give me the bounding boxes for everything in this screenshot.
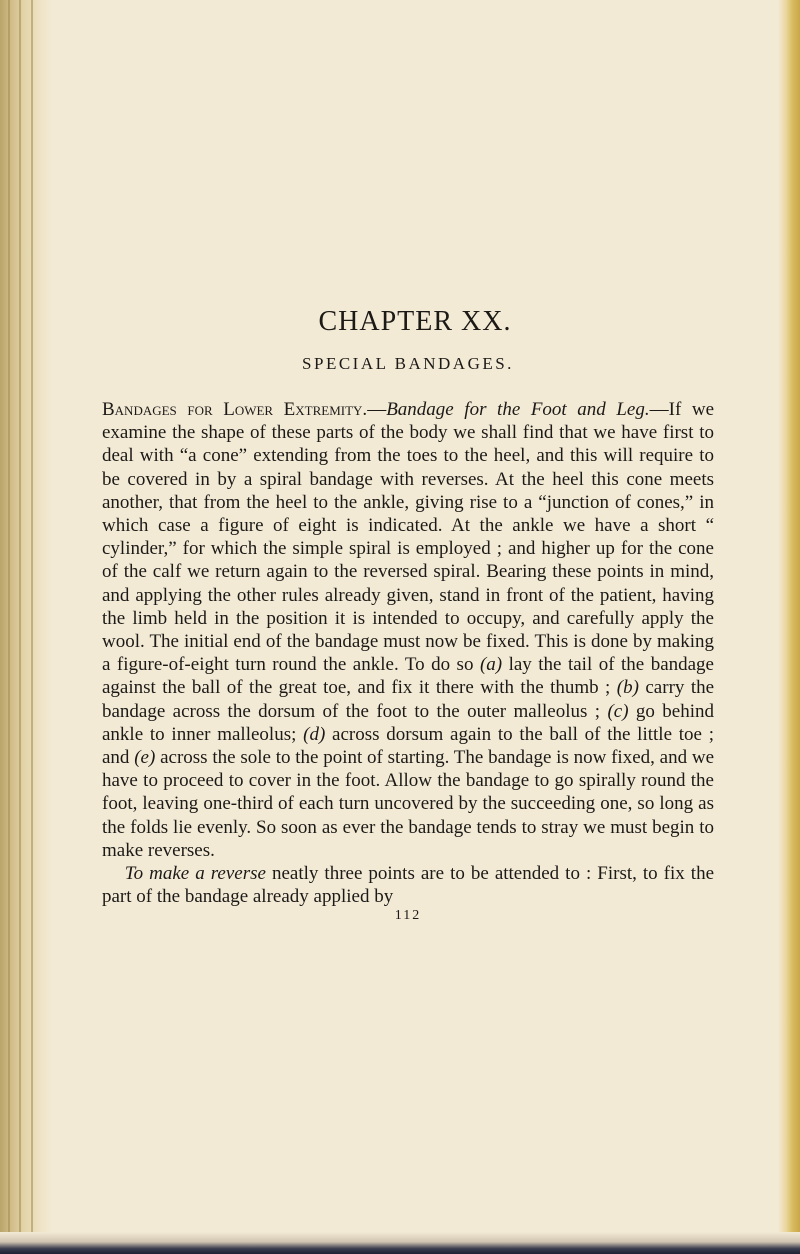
- binding-line: [8, 0, 10, 1254]
- step-label-b: (b): [616, 677, 639, 699]
- page-right-edge: [778, 0, 800, 1254]
- subsection-title: Bandage for the Foot and Leg.: [386, 399, 650, 420]
- binding-line: [31, 0, 33, 1254]
- step-text-b: carry the bandage across the dorsum of the foot to the outer malleolus ;: [102, 677, 715, 722]
- paragraph-text: neatly three points are to be attended to : First, to fix the part of the bandage already applied by: [102, 863, 714, 908]
- page-content: [102, 306, 714, 924]
- page-bottom-edge: [0, 1232, 800, 1254]
- binding-line: [19, 0, 21, 1254]
- section-title: Bandages for Lower Extremity.: [102, 399, 368, 420]
- page-number: 112: [394, 908, 422, 924]
- step-label-e: (e): [134, 747, 156, 769]
- step-label-c: (c): [607, 700, 629, 722]
- step-text-d: across dorsum again to the ball of the little toe ; and: [102, 723, 714, 769]
- step-label-a: (a): [479, 654, 503, 676]
- chapter-subheading: SPECIAL BANDAGES.: [302, 354, 514, 373]
- paragraph-text: —If we examine the shape of these parts of the body we shall find that we have first to deal with “a cone” extending from the toes to the heel, and this will require to be covered in by a spiral bandage with reverses. At the heel this cone meets another, that from the heel to the ankle, giving rise to a “junction of cones,” in which case a figure of eight is indicated. At the ankle we have a short “ cylinder,” for which the simple spiral is employed ; and higher up for the cone of the calf we return again to the reversed spiral. Bearing these points in mind, and applying the other rules already given, stand in front of the patient, having the limb held in the position it is intended to occupy, and carefully apply the wool. The initial end of the bandage must now be fixed. This is done by making a figure-of-eight turn round the ankle. To do so: [102, 399, 715, 676]
- step-text-c: go behind ankle to inner malleolus;: [102, 700, 715, 745]
- italic-lead: To make a reverse: [124, 863, 266, 885]
- em-dash: —: [367, 399, 387, 420]
- step-text-a: lay the tail of the bandage against the ball of the great toe, and fix it there with the thumb ;: [102, 654, 714, 699]
- paragraph-bandage-foot-leg: [102, 398, 714, 862]
- step-label-d: (d): [303, 723, 326, 745]
- chapter-heading: CHAPTER XX.: [318, 306, 512, 337]
- step-text-e: across the sole to the point of starting. The bandage is now fixed, and we have to proceed to cover in the foot. Allow the bandage to go spirally round the foot, leaving one-third of each turn uncovered by the succeeding one, so long as the folds lie evenly. So soon as ever the bandage tends to stray we must begin to make reverses.: [102, 747, 715, 861]
- paragraph-make-reverse: [102, 862, 714, 908]
